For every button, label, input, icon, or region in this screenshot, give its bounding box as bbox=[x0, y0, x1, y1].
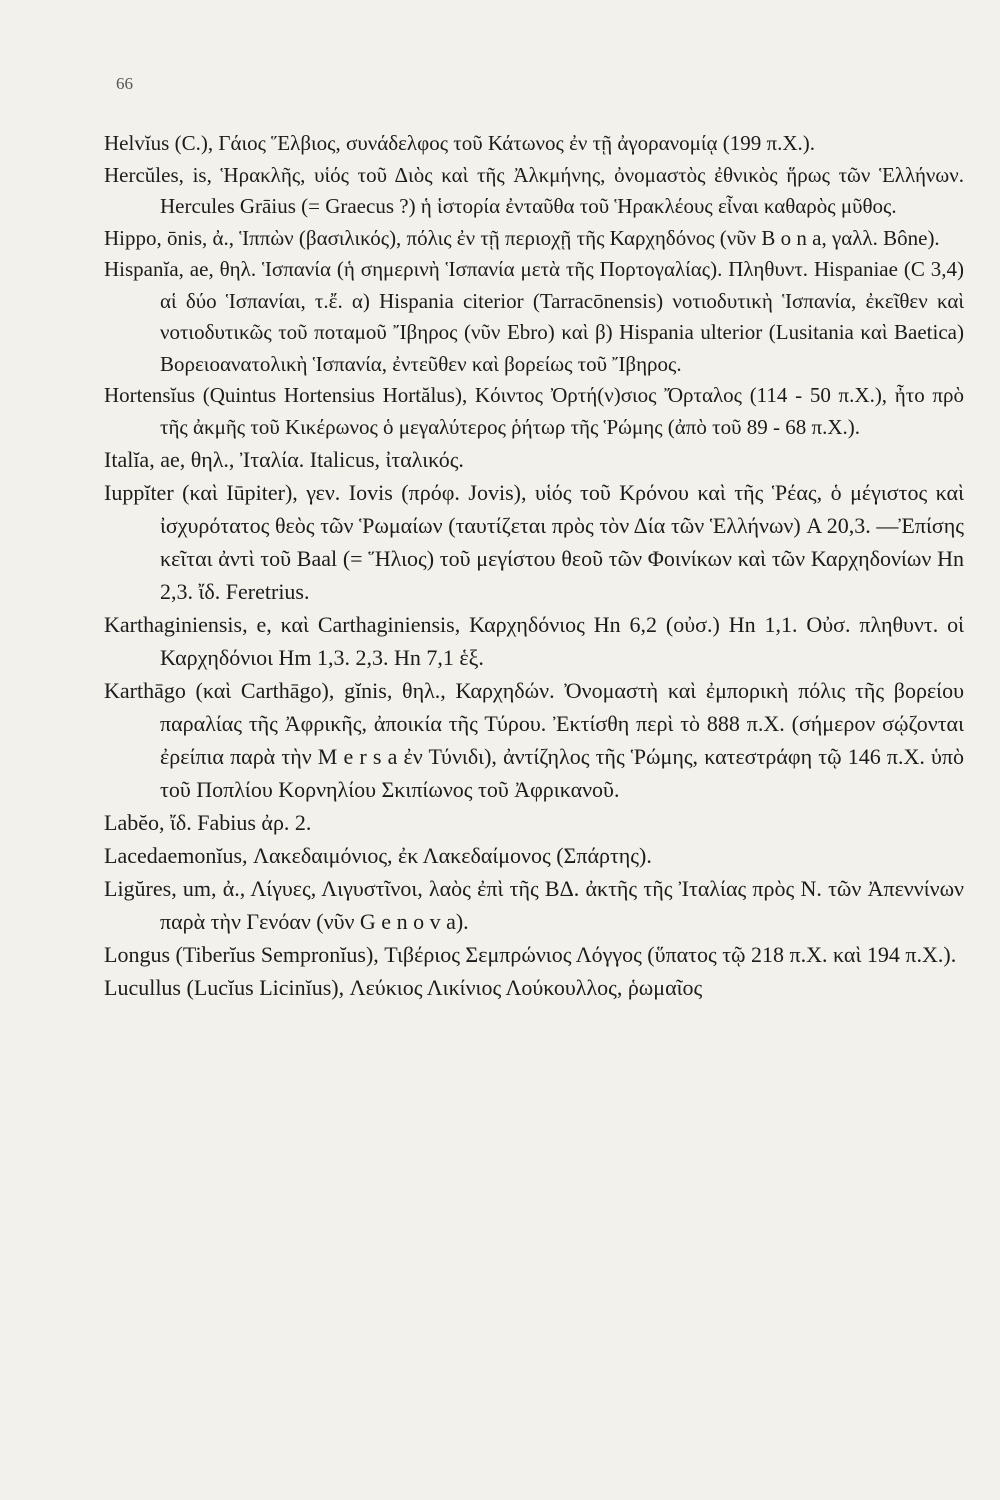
entry-hippo: Hippo, ōnis, ἀ., Ἱππὼν (βασιλικός), πόλις ἐν τῇ περιοχῇ τῆς Καρχηδόνος (νῦν B o n a, γαλλ. Bône). bbox=[104, 225, 940, 250]
page-number: 66 bbox=[116, 74, 133, 93]
entry-italia: Italĭa, ae, θηλ., Ἰταλία. Italicus, ἰταλικός. bbox=[104, 447, 464, 472]
entry-hercules: Hercŭles, is, Ἡρακλῆς, υἱός τοῦ Διὸς καὶ τῆς Ἀλκμήνης, ὀνομαστὸς ἐθνικὸς ἥρως τῶν Ἑλλήνων. Hercules Grāius (= Graecus ?) ἡ ἱστορία ἐνταῦθα τοῦ Ἡρακλέους εἶναι καθαρὸς μῦθος. bbox=[104, 162, 964, 218]
entry-karthaginiensis: Karthaginiensis, e, καὶ Carthaginiensis, Καρχηδόνιος Hn 6,2 (οὐσ.) Hn 1,1. Οὐσ. πληθυντ. οἱ Καρχηδόνιοι Hm 1,3. 2,3. Hn 7,1 ἑξ. bbox=[104, 612, 964, 670]
entry-hortensius: Hortensĭus (Quintus Hortensius Hortălus), Κόιντος Ὀρτή(ν)σιος Ὄρταλος (114 - 50 π.Χ.), ἦτο πρὸ τῆς ἀκμῆς τοῦ Κικέρωνος ὁ μεγαλύτερος ῥήτωρ τῆς Ῥώμης (ἀπὸ τοῦ 89 - 68 π.Χ.). bbox=[104, 383, 964, 439]
entry-hispania: Hispanĭa, ae, θηλ. Ἱσπανία (ἡ σημερινὴ Ἱσπανία μετὰ τῆς Πορτογαλίας). Πληθυντ. Hispaniae (C 3,4) αἱ δύο Ἱσπανίαι, τ.ἔ. α) Hispania citerior (Tarracōnensis) νοτιοδυτικὴ Ἱσπανία, ἐκεῖθεν καὶ νοτιοδυτικῶς τοῦ ποταμοῦ Ἴβηρος (νῦν Ebro) καὶ β) Hispania ulterior (Lusitania καὶ Baetica) Βορειοανατολικὴ Ἱσπανία, ἐντεῦθεν καὶ βορείως τοῦ Ἴβηρος. bbox=[104, 257, 964, 376]
entry-karthago: Karthāgo (καὶ Carthāgo), gĭnis, θηλ., Καρχηδών. Ὀνομαστὴ καὶ ἐμπορικὴ πόλις τῆς βορείου παραλίας τῆς Ἀφρικῆς, ἀποικία τῆς Τύρου. Ἐκτίσθη περὶ τὸ 888 π.Χ. (σήμερον σῴζονται ἐρείπια παρὰ τὴν M e r s a ἐν Τύνιδι), ἀντίζηλος τῆς Ῥώμης, κατεστράφη τῷ 146 π.Χ. ὑπὸ τοῦ Ποπλίου Κορνηλίου Σκιπίωνος τοῦ Ἀφρικανοῦ. bbox=[104, 678, 964, 802]
entry-lucullus: Lucullus (Lucĭus Licinĭus), Λεύκιος Λικίνιος Λούκουλλος, ῥωμαῖος bbox=[104, 975, 703, 1000]
entry-iuppiter: Iuppĭter (καὶ Iūpiter), γεν. Iovis (πρόφ. Jovis), υἱός τοῦ Κρόνου καὶ τῆς Ῥέας, ὁ μέγιστος καὶ ἰσχυρότατος θεὸς τῶν Ῥωμαίων (ταυτίζεται πρὸς τὸν Δία τῶν Ἑλλήνων) A 20,3. —Ἐπίσης κεῖται ἀντὶ τοῦ Baal (= Ἥλιος) τοῦ μεγίστου θεοῦ τῶν Φοινίκων καὶ τῶν Καρχηδονίων Hn 2,3. ἴδ. Feretrius. bbox=[104, 480, 964, 604]
entry-helvius: Helvĭus (C.), Γάιος Ἕλβιος, συνάδελφος τοῦ Κάτωνος ἐν τῇ ἀγορανομίᾳ (199 π.Χ.). bbox=[104, 131, 816, 155]
entry-lacedaemonius: Lacedaemonĭus, Λακεδαιμόνιος, ἐκ Λακεδαίμονος (Σπάρτης). bbox=[104, 843, 652, 868]
entry-longus: Longus (Tiberĭus Sempronĭus), Τιβέριος Σεμπρώνιος Λόγγος (ὕπατος τῷ 218 π.Χ. καὶ 194 π.Χ.). bbox=[104, 942, 957, 967]
entry-ligures: Ligŭres, um, ἀ., Λίγυες, Λιγυστῖνοι, λαὸς ἐπὶ τῆς ΒΔ. ἀκτῆς τῆς Ἰταλίας πρὸς Ν. τῶν Ἀπεννίνων παρὰ τὴν Γενόαν (νῦν G e n o v a). bbox=[104, 876, 964, 934]
dictionary-entries bbox=[104, 128, 964, 1004]
entry-labeo: Labĕo, ἴδ. Fabius ἀρ. 2. bbox=[104, 810, 312, 835]
